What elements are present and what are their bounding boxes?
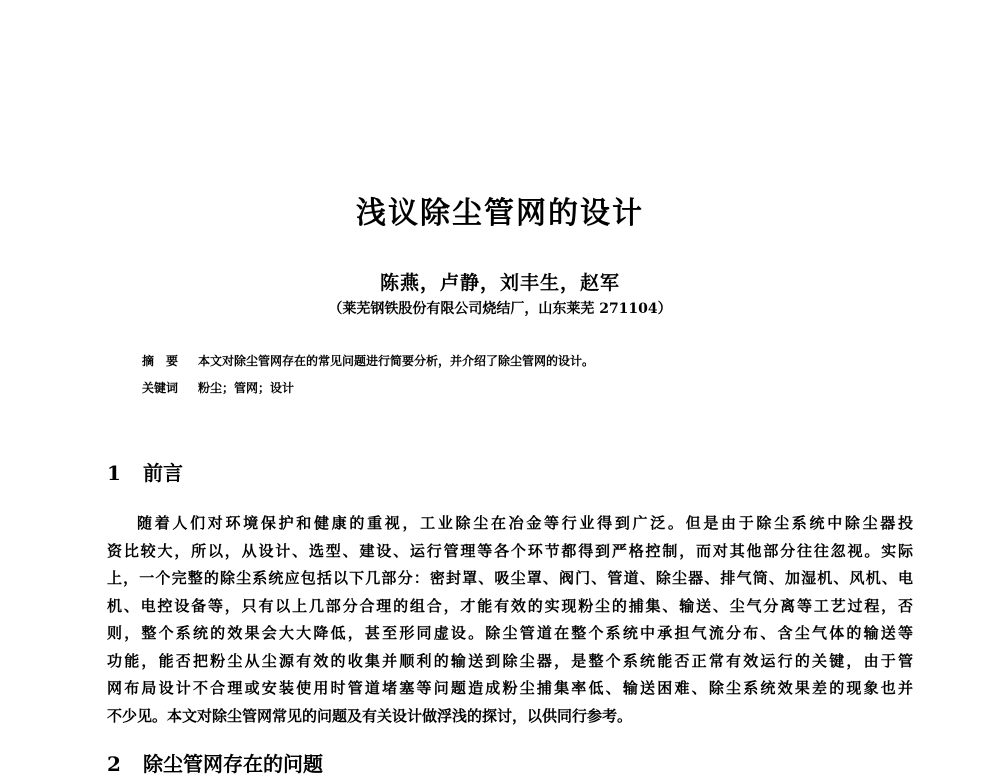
abstract-label: 摘 要 <box>142 354 179 368</box>
keywords-text: 粉尘；管网；设计 <box>198 381 295 395</box>
paragraph-line: 网布局设计不合理或安装使用时管道堵塞等问题造成粉尘捕集率低、输送困难、除尘系统效果差的现象也并 <box>107 679 913 697</box>
section-number: 1 <box>107 461 121 485</box>
section-title: 除尘管网存在的问题 <box>143 752 323 776</box>
keywords-label: 关键词 <box>142 381 179 395</box>
section-number: 2 <box>107 752 121 776</box>
section-heading-problems <box>107 748 323 777</box>
paragraph-line: 则，整个系统的效果会大大降低，甚至形同虚设。除尘管道在整个系统中承担气流分布、含尘气体的输送等 <box>107 624 913 642</box>
paragraph-line: 功能，能否把粉尘从尘源有效的收集并顺利的输送到除尘器，是整个系统能否正常有效运行的关键，由于管 <box>107 651 913 670</box>
section-heading-introduction <box>107 457 183 486</box>
paragraph-line: 机、电控设备等，只有以上几部分合理的组合，才能有效的实现粉尘的捕集、输送、尘气分离等工艺过程，否 <box>107 596 913 615</box>
paragraph-line: 随着人们对环境保护和健康的重视，工业除尘在冶金等行业得到广泛。但是由于除尘系统中除尘器投 <box>137 514 913 532</box>
paragraph-line: 不少见。本文对除尘管网常见的问题及有关设计做浮浅的探讨，以供同行参考。 <box>107 706 633 725</box>
keywords <box>142 379 294 396</box>
paragraph-line: 资比较大，所以，从设计、选型、建设、运行管理等各个环节都得到严格控制，而对其他部分往往忽视。实际 <box>107 541 913 560</box>
paper-title: 浅议除尘管网的设计 <box>356 196 644 231</box>
author-affiliation: （莱芜钢铁股份有限公司烧结厂，山东莱芜 271104） <box>328 301 672 317</box>
abstract-text: 本文对除尘管网存在的常见问题进行简要分析，并介绍了除尘管网的设计。 <box>198 354 595 368</box>
author-list: 陈燕，卢静，刘丰生，赵军 <box>379 272 620 294</box>
abstract <box>142 352 594 369</box>
introduction-paragraph <box>107 510 913 730</box>
section-title: 前言 <box>143 461 183 485</box>
paragraph-line: 上，一个完整的除尘系统应包括以下几部分：密封罩、吸尘罩、阀门、管道、除尘器、排气筒、加湿机、风机、电 <box>107 569 913 587</box>
